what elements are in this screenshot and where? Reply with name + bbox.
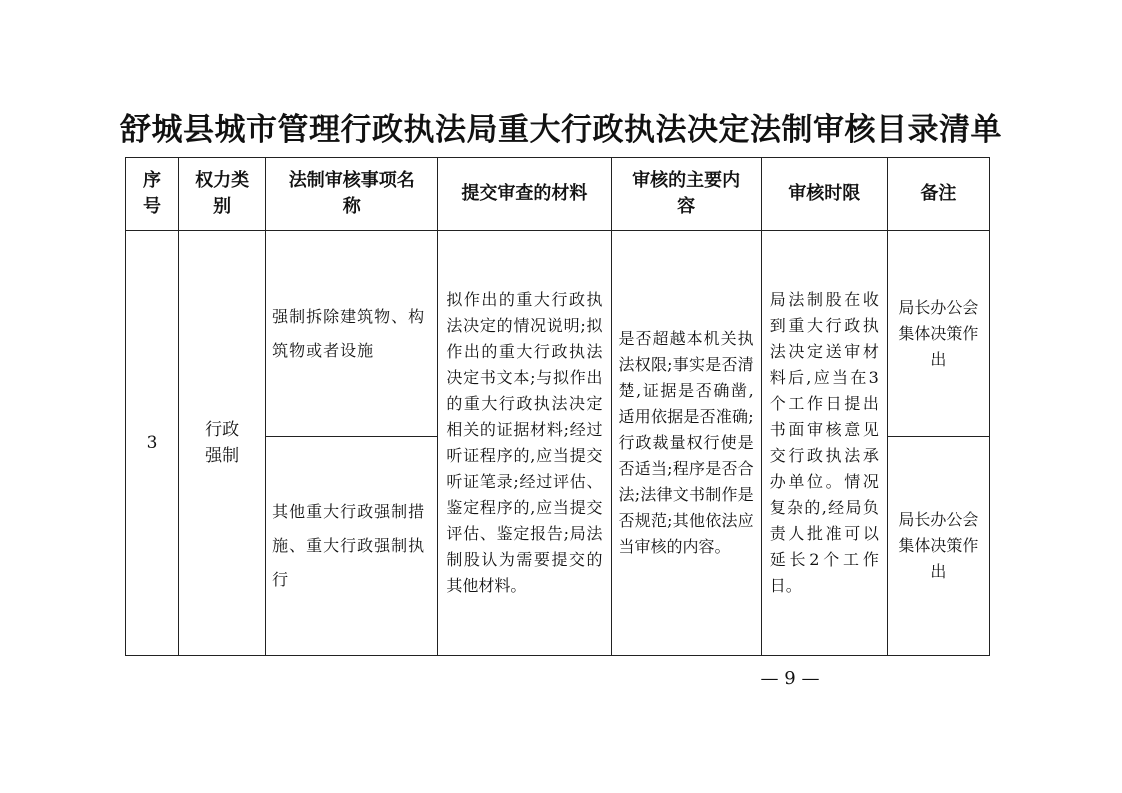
header-remarks: 备注 bbox=[887, 158, 989, 231]
item-name-cell: 其他重大行政强制措施、重大行政强制执行 bbox=[266, 437, 438, 656]
review-catalog-table bbox=[125, 157, 990, 656]
header-time-limit: 审核时限 bbox=[761, 158, 887, 231]
page-number: — 9 — bbox=[760, 668, 820, 689]
item-name-cell: 强制拆除建筑物、构筑物或者设施 bbox=[266, 231, 438, 437]
header-power-type: 权力类别 bbox=[179, 158, 266, 231]
header-seq: 序号 bbox=[126, 158, 179, 231]
power-type-cell: 行政强制 bbox=[179, 231, 266, 656]
remarks-cell: 局长办公会集体决策作出 bbox=[887, 231, 989, 437]
table-header-row bbox=[126, 158, 990, 231]
header-materials: 提交审查的材料 bbox=[438, 158, 611, 231]
header-main-content: 审核的主要内容 bbox=[611, 158, 761, 231]
page-title: 舒城县城市管理行政执法局重大行政执法决定法制审核目录清单 bbox=[120, 112, 1002, 148]
remarks-cell: 局长办公会集体决策作出 bbox=[887, 437, 989, 656]
main-content-cell: 是否超越本机关执法权限;事实是否清楚,证据是否确凿,适用依据是否准确;行政裁量权行使是否适当;程序是否合法;法律文书制作是否规范;其他依法应当审核的内容。 bbox=[611, 231, 761, 656]
time-limit-cell: 局法制股在收到重大行政执法决定送审材料后,应当在3个工作日提出书面审核意见交行政执法承办单位。情况复杂的,经局负责人批准可以延长2个工作日。 bbox=[761, 231, 887, 656]
seq-cell: 3 bbox=[126, 231, 179, 656]
materials-cell: 拟作出的重大行政执法决定的情况说明;拟作出的重大行政执法决定书文本;与拟作出的重大行政执法决定相关的证据材料;经过听证程序的,应当提交听证笔录;经过评估、鉴定程序的,应当提交评估、鉴定报告;局法制股认为需要提交的其他材料。 bbox=[438, 231, 611, 656]
header-item-name: 法制审核事项名称 bbox=[266, 158, 438, 231]
table-row bbox=[126, 231, 990, 437]
